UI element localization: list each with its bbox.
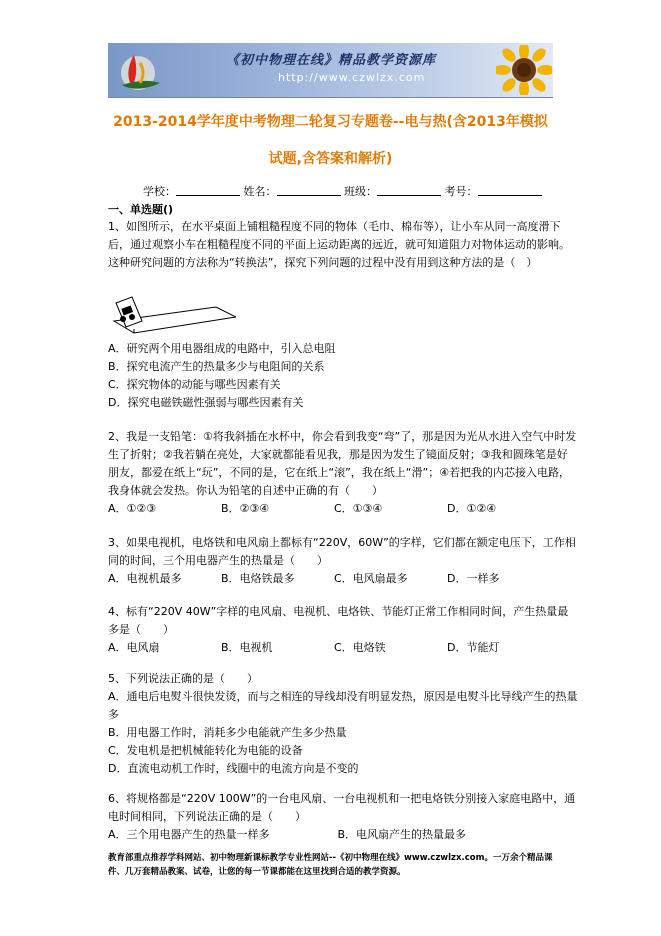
- incline-cart-figure: [112, 293, 236, 335]
- option-b[interactable]: B．电烙铁最多: [221, 572, 295, 585]
- name-field[interactable]: [277, 185, 341, 196]
- question-stem: 5、下列说法正确的是（ ）: [108, 672, 258, 685]
- option-c[interactable]: C．①③④: [334, 502, 383, 515]
- banner-title: 《初中物理在线》精品教学资源库: [226, 53, 437, 68]
- option-d[interactable]: D．探究电磁铁磁性强弱与哪些因素有关: [108, 396, 304, 409]
- option-b[interactable]: B．用电器工作时，消耗多少电能就产生多少热量: [108, 726, 347, 739]
- page-footer: 教育部重点推荐学科网站、初中物理新课标教学专业性网站--《初中物理在线》www.czwlzx.com。一万余个精品课件、几万套精品教案、试卷，让您的每一节课都能在这里找到合适的教学资源。: [108, 853, 553, 877]
- option-a[interactable]: A．研究两个用电器组成的电路中，引入总电阻: [108, 342, 336, 355]
- question-stem: 6、将规格都是“220V 100W”的一台电风扇、一台电视机和一把电烙铁分别接入家庭电路中，通电时间相同，下列说法正确的是（ ）: [108, 792, 576, 823]
- class-field[interactable]: [377, 185, 441, 196]
- school-label: 学校：: [143, 185, 176, 198]
- option-d[interactable]: D．直流电动机工作时，线圈中的电流方向是不变的: [108, 762, 359, 775]
- sunflower-icon: [496, 45, 552, 95]
- question-stem: 3、如果电视机，电烙铁和电风扇上都标有“220V，60W”的字样，它们都在额定电压下，工作相同的时间，三个用电器产生的热量是（ ）: [108, 536, 576, 567]
- options-row: [108, 500, 578, 518]
- name-label: 姓名：: [243, 185, 277, 198]
- options-row: [108, 639, 578, 657]
- option-c[interactable]: C．发电机是把机械能转化为电能的设备: [108, 744, 303, 757]
- exam-number-label: 考号：: [444, 185, 478, 198]
- option-d[interactable]: D．①②④: [447, 502, 497, 515]
- class-label: 班级：: [344, 185, 377, 198]
- option-a[interactable]: A．①②③: [108, 502, 157, 515]
- option-b[interactable]: B．电风扇产生的热量最多: [337, 828, 467, 841]
- option-d[interactable]: D．一样多: [447, 572, 500, 585]
- option-b[interactable]: B．电视机: [221, 641, 273, 654]
- option-a[interactable]: A．电风扇: [108, 641, 160, 654]
- banner-url[interactable]: http://www.czwlzx.com: [278, 71, 426, 84]
- option-c[interactable]: C．探究物体的动能与哪些因素有关: [108, 378, 281, 391]
- option-b[interactable]: B．②③④: [221, 502, 270, 515]
- option-b[interactable]: B．探究电流产生的热量多少与电阻间的关系: [108, 360, 325, 373]
- option-c[interactable]: C．电风扇最多: [334, 572, 408, 585]
- option-a[interactable]: A．电视机最多: [108, 572, 182, 585]
- school-field[interactable]: [176, 185, 240, 196]
- section-heading: 一、单选题(): [108, 203, 174, 216]
- question-stem: 2、我是一支铅笔：①将我斜插在水杯中，你会看到我变“弯”了，那是因为光从水进入空气中时发生了折射；②我若躺在亮处，大家就都能看见我，那是因为发生了镜面反射；③我和圆珠笔是好朋友，都爱在纸上“玩”，不同的是，它在纸上“滚”，我在纸上“滑”；④若把我的内芯接入电路，我身体就会发热。你认为铅笔的自述中正确的有（ ）: [108, 430, 577, 497]
- header-banner: [108, 43, 553, 98]
- question-6: [108, 790, 578, 844]
- question-4: [108, 603, 578, 657]
- question-1: [108, 218, 578, 272]
- options-row: [108, 570, 578, 588]
- option-a[interactable]: A．通电后电熨斗很快发烫，而与之相连的导线却没有明显发热，原因是电熨斗比导线产生的热量多: [108, 690, 578, 721]
- question-stem: 1、如图所示，在水平桌面上铺粗糙程度不同的物体（毛巾、棉布等），让小车从同一高度滑下后，通过观察小车在粗糙程度不同的平面上运动距离的远近，就可知道阻力对物体运动的影响。这种研究问题的方法称为“转换法”，探究下列问题的过程中没有用到这种方法的是（ ）: [108, 220, 570, 269]
- options-row: [108, 826, 578, 844]
- exam-number-field[interactable]: [478, 185, 542, 196]
- document-title: 2013-2014学年度中考物理二轮复习专题卷--电与热(含2013年模拟试题,含答案和解析): [113, 114, 548, 167]
- option-d[interactable]: D．节能灯: [447, 641, 500, 654]
- question-stem: 4、标有“220V 40W”字样的电风扇、电视机、电烙铁、节能灯正常工作相同时间，产生热量最多是（ ）: [108, 605, 569, 636]
- student-info-row: [143, 183, 542, 199]
- question-1-options: [108, 340, 578, 412]
- question-5: [108, 670, 578, 778]
- question-2: [108, 428, 578, 518]
- option-c[interactable]: C．电烙铁: [334, 641, 386, 654]
- option-a[interactable]: A．三个用电器产生的热量一样多: [108, 828, 270, 841]
- question-3: [108, 534, 578, 588]
- site-logo-icon: [114, 49, 166, 93]
